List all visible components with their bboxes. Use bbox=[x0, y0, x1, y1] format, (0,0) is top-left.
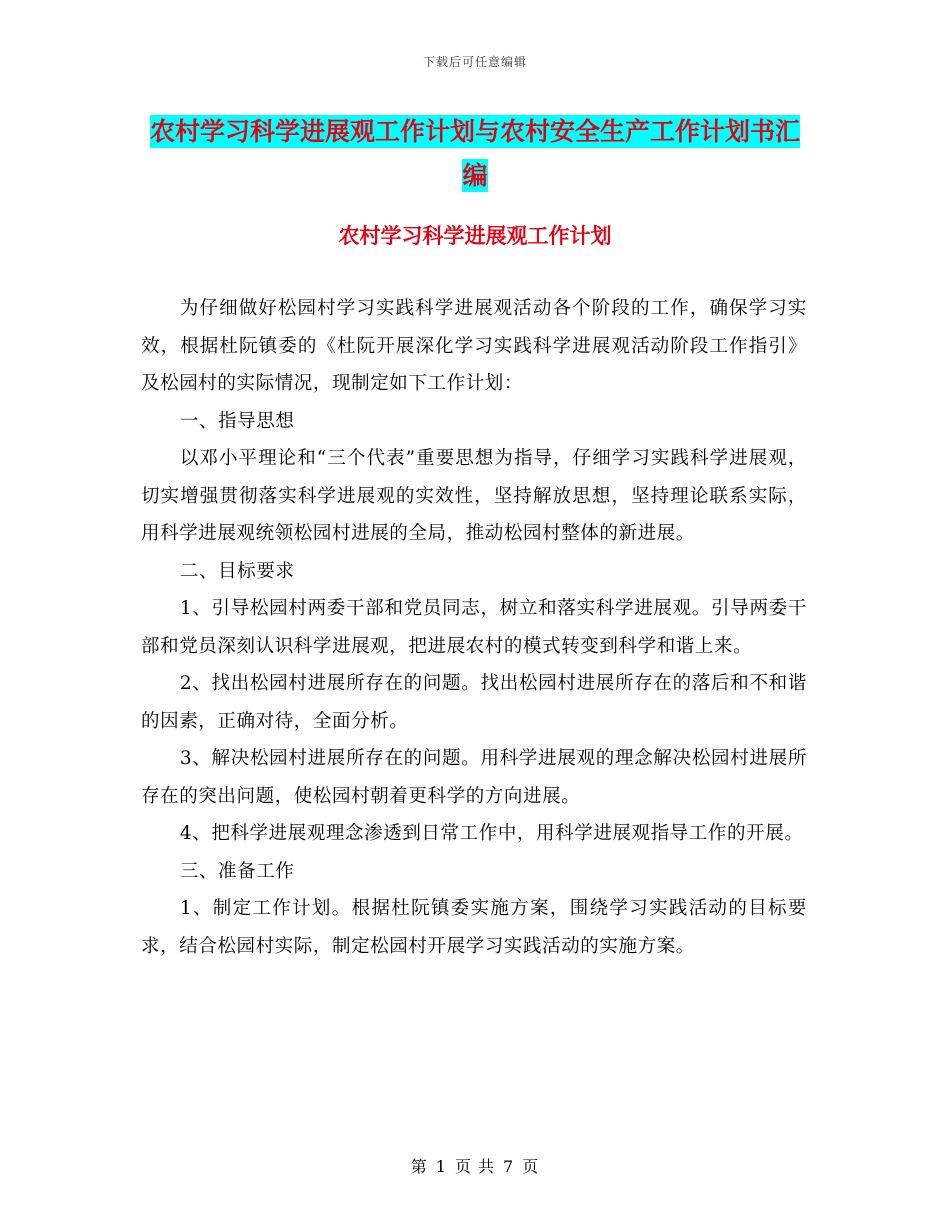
paragraph: 4、把科学进展观理念渗透到日常工作中，用科学进展观指导工作的开展。 bbox=[179, 823, 804, 844]
page-footer bbox=[0, 1154, 950, 1177]
footer-middle: 页 共 bbox=[454, 1157, 496, 1176]
paragraph: 三、准备工作 bbox=[179, 860, 295, 882]
paragraph: 为仔细做好松园村学习实践科学进展观活动各个阶段的工作，确保学习实效，根据杜阮镇委的《杜阮开展深化学习实践科学进展观活动阶段工作指引》及松园村的实际情况，现制定如下工作计划： bbox=[141, 298, 807, 394]
footer-suffix: 页 bbox=[522, 1157, 540, 1176]
paragraph: 3、解决松园村进展所存在的问题。用科学进展观的理念解决松园村进展所存在的突出问题，使松园村朝着更科学的方向进展。 bbox=[141, 748, 807, 807]
total-pages-number: 7 bbox=[503, 1157, 515, 1176]
header-note: 下载后可任意编辑 bbox=[422, 55, 527, 69]
current-page-number: 1 bbox=[435, 1157, 447, 1176]
section-title: 农村学习科学进展观工作计划 bbox=[338, 224, 612, 248]
paragraph: 2、找出松园村进展所存在的问题。找出松园村进展所存在的落后和不和谐的因素，正确对待，全面分析。 bbox=[141, 673, 807, 732]
document-body bbox=[141, 290, 807, 965]
paragraph: 1、制定工作计划。根据杜阮镇委实施方案，围绕学习实践活动的目标要求，结合松园村实际，制定松园村开展学习实践活动的实施方案。 bbox=[141, 898, 807, 957]
paragraph: 一、指导思想 bbox=[179, 410, 295, 432]
paragraph: 1、引导松园村两委干部和党员同志，树立和落实科学进展观。引导两委干部和党员深刻认识科学进展观，把进展农村的模式转变到科学和谐上来。 bbox=[141, 598, 807, 657]
main-title bbox=[140, 110, 810, 198]
paragraph: 以邓小平理论和“三个代表”重要思想为指导，仔细学习实践科学进展观，切实增强贯彻落实科学进展观的实效性，坚持解放思想，坚持理论联系实际，用科学进展观统领松园村进展的全局，推动松园村整体的新进展。 bbox=[141, 448, 807, 544]
footer-prefix: 第 bbox=[410, 1157, 428, 1176]
main-title-text: 农村学习科学进展观工作计划与农村安全生产工作计划书汇编 bbox=[149, 117, 800, 190]
paragraph: 二、目标要求 bbox=[179, 560, 295, 582]
